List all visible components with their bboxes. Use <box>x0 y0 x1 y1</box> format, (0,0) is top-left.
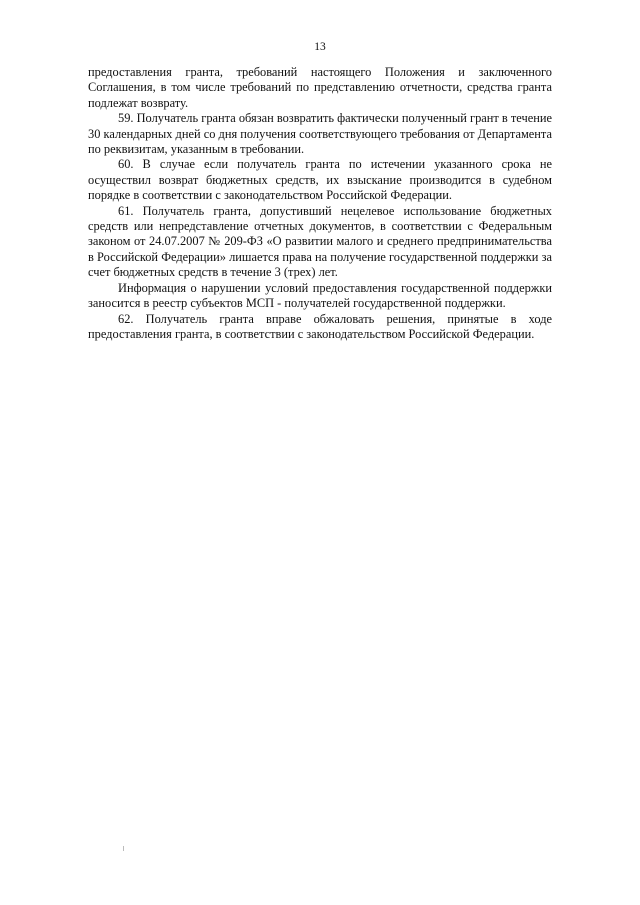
page-number: 13 <box>314 41 326 53</box>
paragraph-59: 59. Получатель гранта обязан возвратить фактически полученный грант в течение 30 календарных дней со дня получения соответствующего требования от Департамента по реквизитам, указанным в требовании. <box>88 111 552 157</box>
paragraph-continuation: предоставления гранта, требований настоящего Положения и заключенного Соглашения, в том числе требований по представлению отчетности, средства гранта подлежат возврату. <box>88 65 552 110</box>
paragraph-62: 62. Получатель гранта вправе обжаловать решения, принятые в ходе предоставления гранта, в соответствии с законодательством Российской Федерации. <box>88 311 552 341</box>
paragraph-information: Информация о нарушении условий предоставления государственной поддержки заносится в реестр субъектов МСП - получателей государственной поддержки. <box>88 280 552 311</box>
scan-mark <box>123 846 124 851</box>
document-body <box>88 65 552 342</box>
paragraph-61: 61. Получатель гранта, допустивший нецелевое использование бюджетных средств или непредставление отчетных документов, в соответствии с Федеральным законом от 24.07.2007 № 209-ФЗ «О развитии малого и среднего предпринимательства в Российской Федерации» лишается права на получение государственной поддержки за счет бюджетных средств в течение 3 (трех) лет. <box>88 203 552 280</box>
paragraph-60: 60. В случае если получатель гранта по истечении указанного срока не осуществил возврат бюджетных средств, их взыскание производится в судебном порядке в соответствии с законодательством Российской Федерации. <box>88 157 552 203</box>
